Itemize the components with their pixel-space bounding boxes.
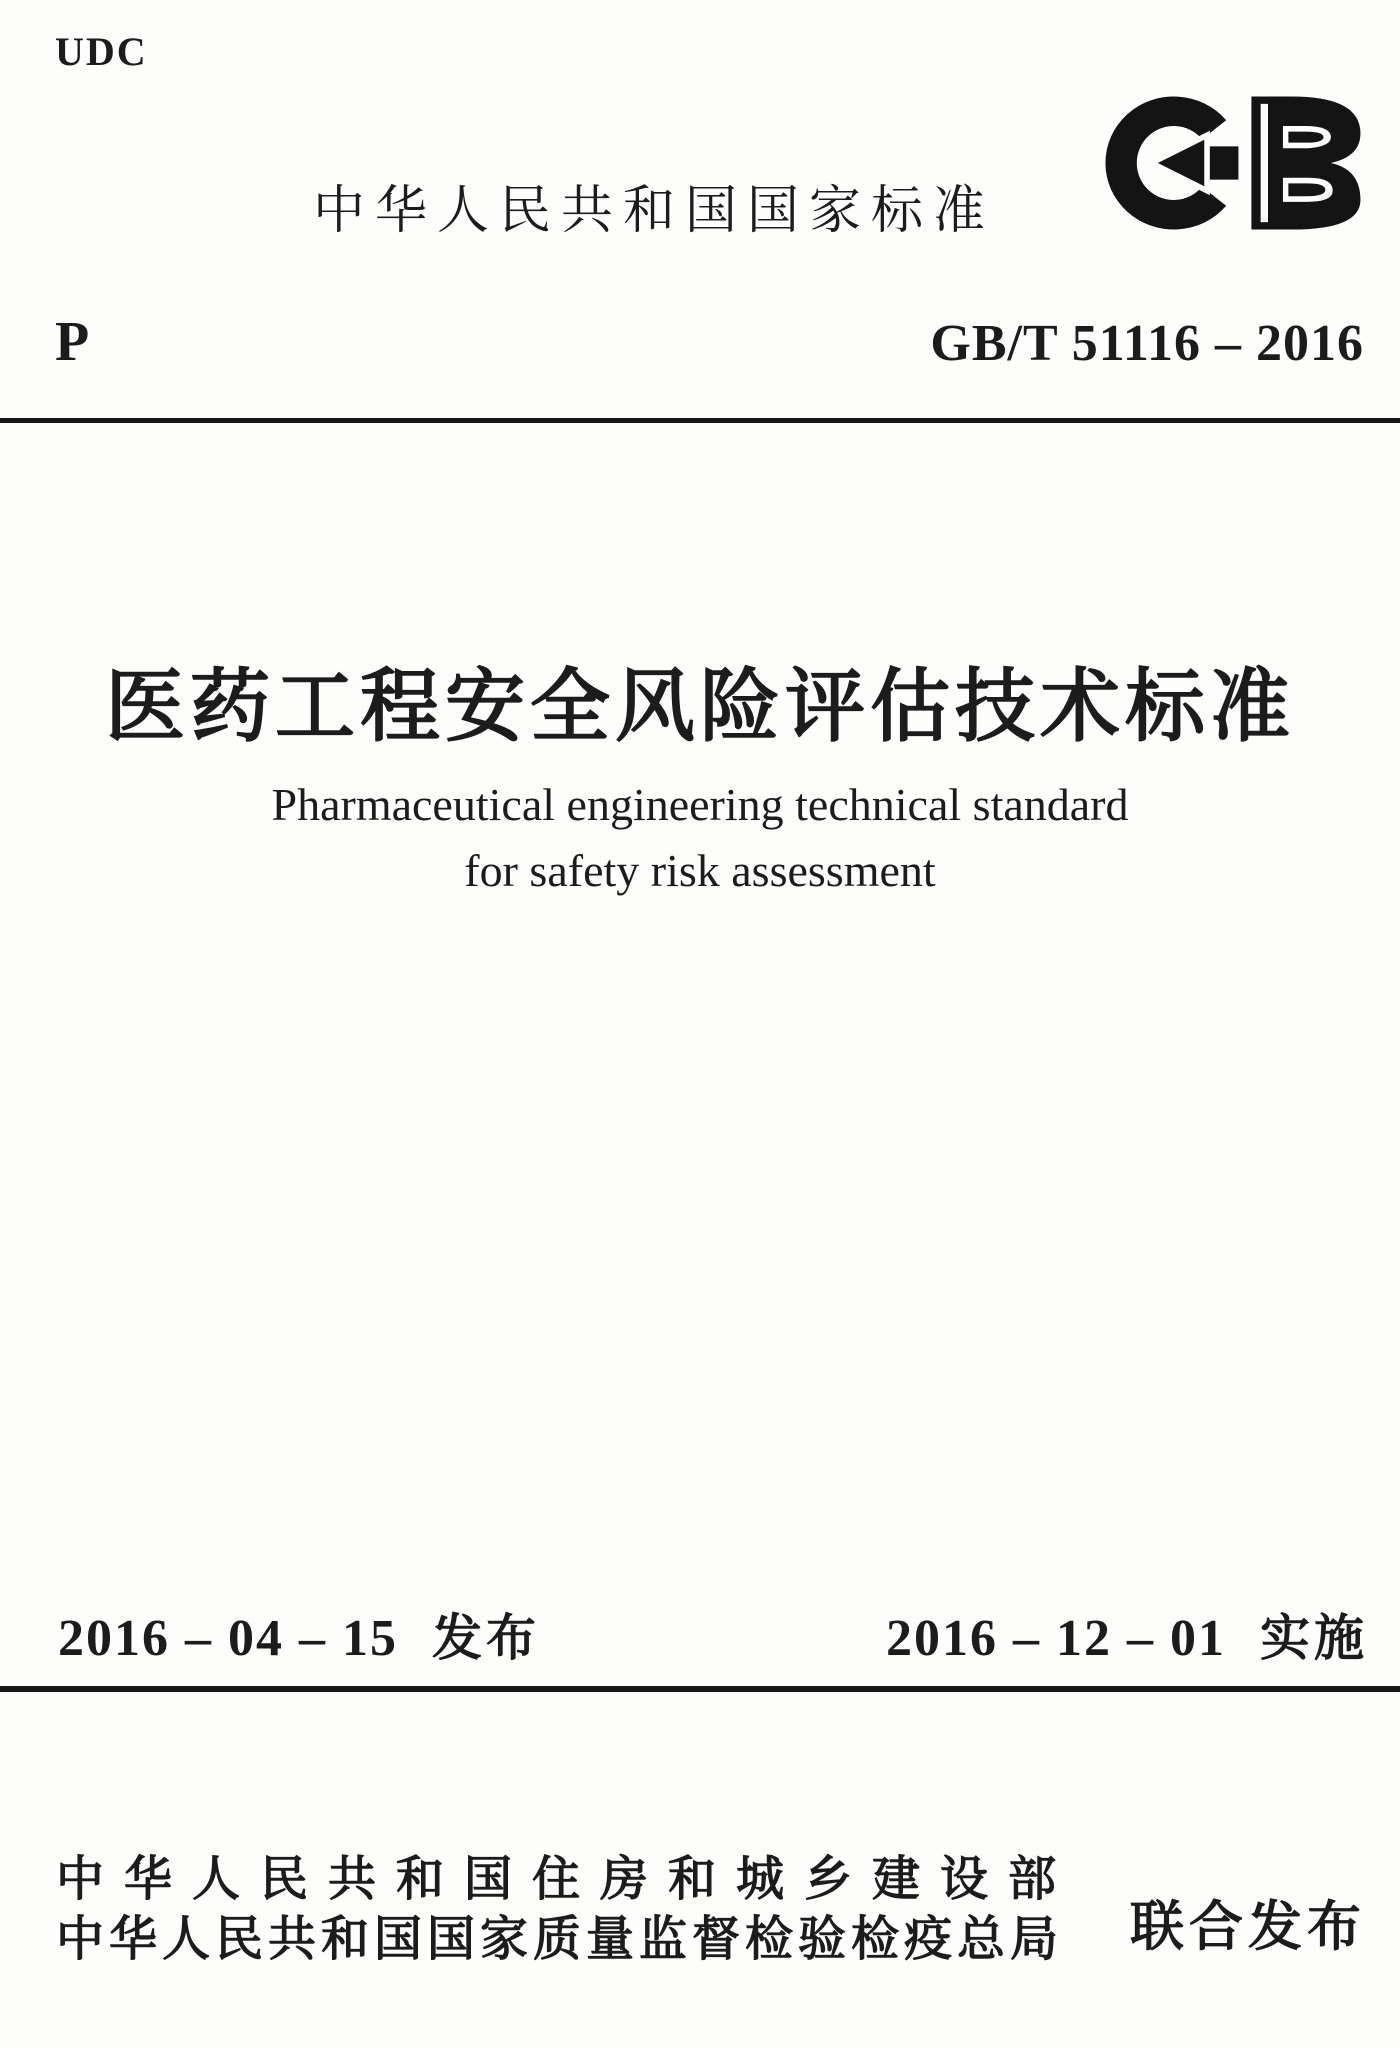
publisher-block <box>56 1852 1096 1968</box>
national-standard-heading: 中华人民共和国国家标准 <box>312 183 995 240</box>
bottom-rule <box>0 1686 1400 1692</box>
dates-row <box>58 1598 1368 1670</box>
implement-date-group <box>886 1598 1368 1670</box>
publisher-line2: 中华人民共和国国家质量监督检验检疫总局 <box>56 1913 1064 1966</box>
udc-label: UDC <box>55 29 148 74</box>
standard-number: GB/T 51116 – 2016 <box>930 315 1364 372</box>
title-chinese: 医药工程安全风险评估技术标准 <box>105 664 1295 752</box>
title-english-line2: for safety risk assessment <box>464 845 936 896</box>
title-english <box>0 772 1400 904</box>
issue-date: 2016 – 04 – 15 <box>58 1610 398 1667</box>
top-rule <box>0 418 1400 423</box>
implement-label: 实施 <box>1260 1610 1368 1666</box>
joint-publish-label: 联合发布 <box>1130 1897 1366 1957</box>
issue-date-group <box>58 1598 540 1670</box>
title-english-line1: Pharmaceutical engineering technical standard <box>271 779 1129 830</box>
publisher-line1: 中华人民共和国住房和城乡建设部 <box>56 1853 1077 1906</box>
gb-standard-logo-icon <box>1098 88 1366 238</box>
doc-class-code: P <box>55 311 90 373</box>
implement-date: 2016 – 12 – 01 <box>886 1610 1226 1667</box>
issue-label: 发布 <box>432 1610 540 1666</box>
